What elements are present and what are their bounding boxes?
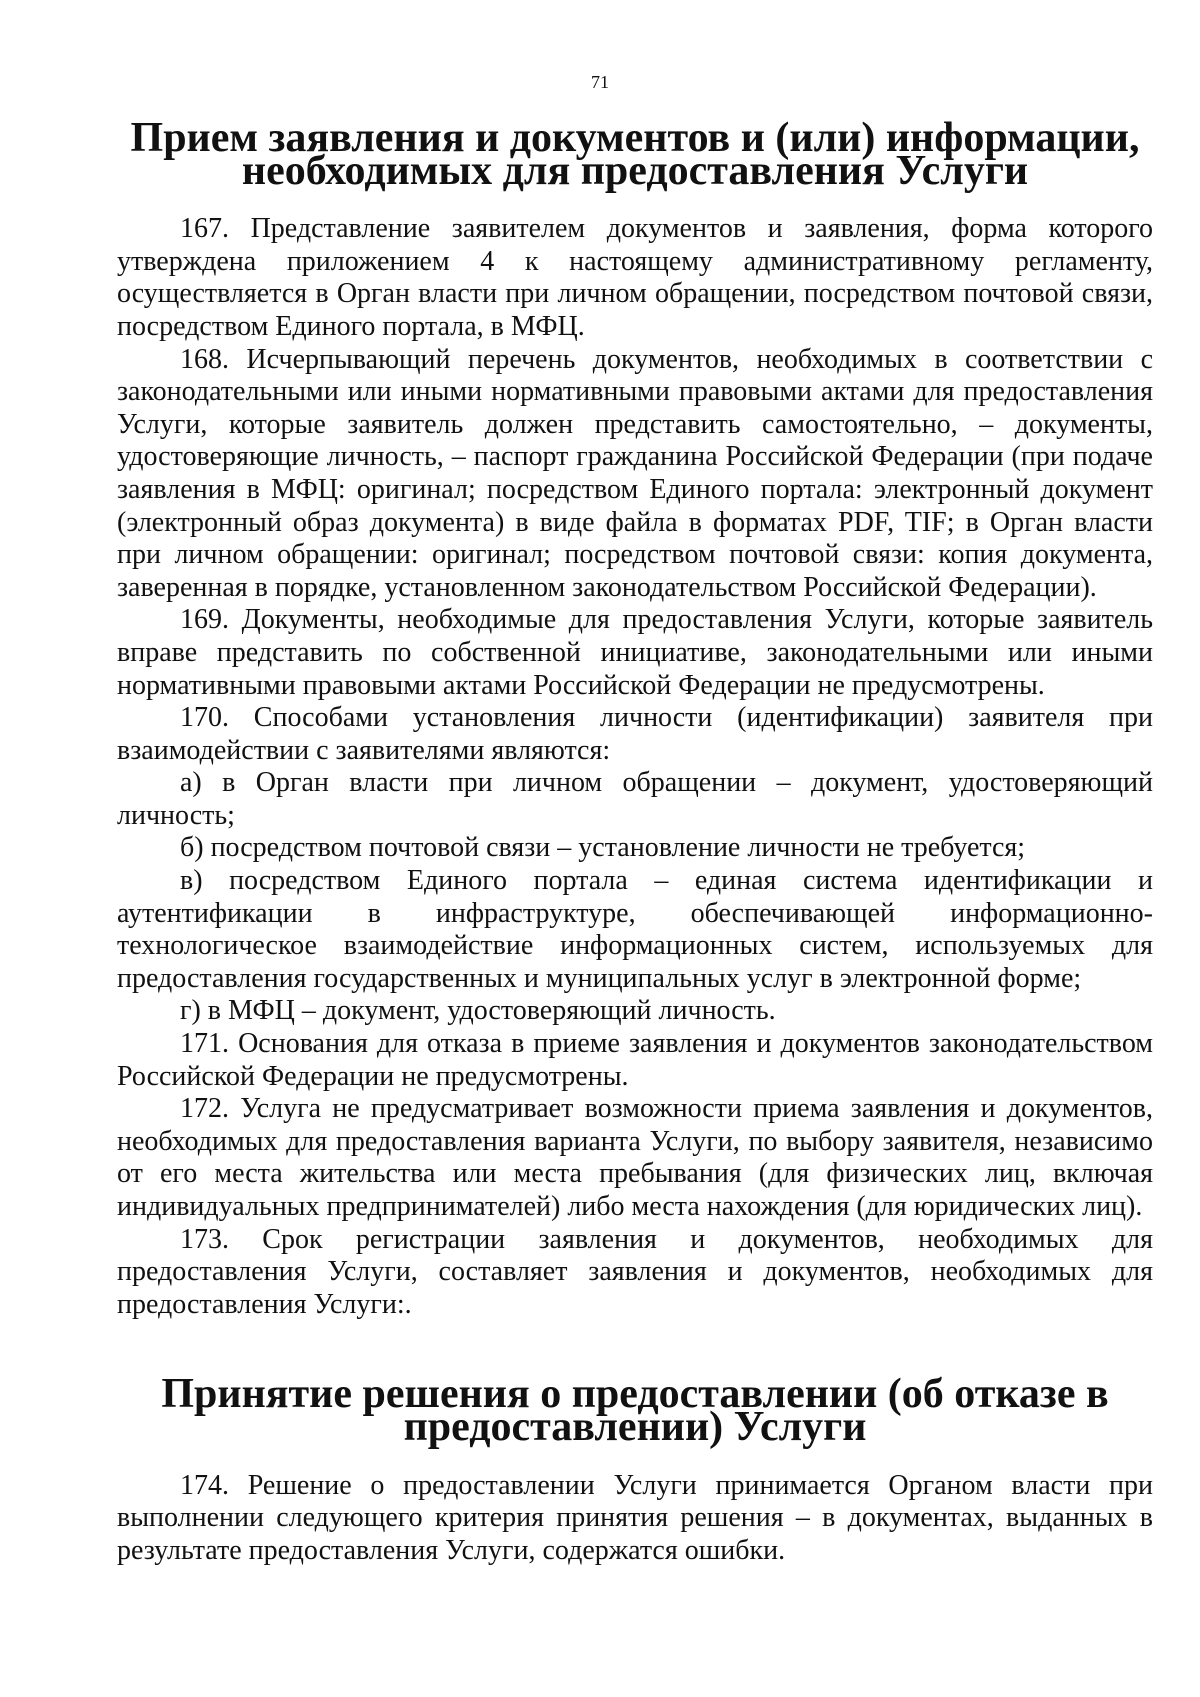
section-heading-reception: Прием заявления и документов и (или) информации, необходимых для предоставления Услуги — [130, 115, 1140, 194]
document-body — [117, 115, 1153, 1567]
paragraph-170-b: б) посредством почтовой связи – установление личности не требуется; — [180, 832, 1026, 864]
paragraph-170-a: а) в Орган власти при личном обращении – документ, удостоверяющий личность; — [117, 767, 1153, 831]
paragraph-170-v: в) посредством Единого портала – единая система идентификации и аутентификации в инфраструктуре, обеспечивающей информационно-технологическое взаимодействие информационных систем, используемых для предоставления государственных и муниципальных услуг в электронной форме; — [117, 865, 1153, 994]
paragraph-168: 168. Исчерпывающий перечень документов, необходимых в соответствии с законодательными или иными нормативными правовыми актами для предоставления Услуги, которые заявитель должен представить самостоятельно, – документы, удостоверяющие личность, – паспорт гражданина Российской Федерации (при подаче заявления в МФЦ: оригинал; посредством Единого портала: электронный документ (электронный образ документа) в виде файла в форматах PDF, TIF; в Орган власти при личном обращении: оригинал; посредством почтовой связи: копия документа, заверенная в порядке, установленном законодательством Российской Федерации). — [117, 343, 1153, 603]
paragraph-171: 171. Основания для отказа в приеме заявления и документов законодательством Российской Федерации не предусмотрены. — [117, 1028, 1153, 1092]
paragraph-167: 167. Представление заявителем документов и заявления, форма которого утверждена приложением 4 к настоящему административному регламенту, осуществляется в Орган власти при личном обращении, посредством почтовой связи, посредством Единого портала, в МФЦ. — [117, 213, 1153, 342]
paragraph-170-g: г) в МФЦ – документ, удостоверяющий личность. — [180, 995, 776, 1027]
page-number: 71 — [591, 72, 609, 92]
paragraph-170: 170. Способами установления личности (идентификации) заявителя при взаимодействии с заявителями являются: — [117, 702, 1153, 766]
section-heading-decision: Принятие решения о предоставлении (об отказе в предоставлении) Услуги — [161, 1371, 1109, 1450]
paragraph-172: 172. Услуга не предусматривает возможности приема заявления и документов, необходимых для предоставления варианта Услуги, по выбору заявителя, независимо от его места жительства или места пребывания (для физических лиц, включая индивидуальных предпринимателей) либо места нахождения (для юридических лиц). — [117, 1093, 1153, 1222]
paragraph-174: 174. Решение о предоставлении Услуги принимается Органом власти при выполнении следующего критерия принятия решения – в документах, выданных в результате предоставления Услуги, содержатся ошибки. — [117, 1469, 1153, 1566]
paragraph-169: 169. Документы, необходимые для предоставления Услуги, которые заявитель вправе представить по собственной инициативе, законодательными или иными нормативными правовыми актами Российской Федерации не предусмотрены. — [117, 604, 1153, 701]
paragraph-173: 173. Срок регистрации заявления и документов, необходимых для предоставления Услуги, составляет заявления и документов, необходимых для предоставления Услуги:. — [117, 1223, 1153, 1320]
